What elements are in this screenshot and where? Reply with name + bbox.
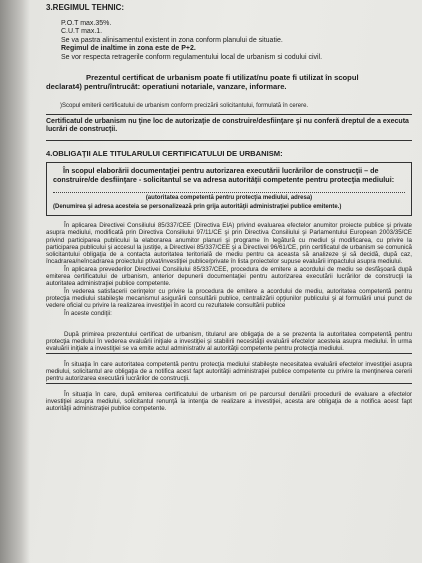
authority-caption-note: (Denumirea şi adresa acesteia se personalizează prin grija autorităţii administraţiei publice emitente.) <box>53 204 342 211</box>
paragraph-conditii: În aceste condiţii: <box>64 309 112 317</box>
authority-dotted-line <box>53 186 405 193</box>
regim-inaltime-line: Regimul de inaltime in zona este de P+2. <box>61 45 196 53</box>
paragraph-consultare: În vederea satisfacerii cerinţelor cu privire la procedura de emitere a acordului de mediu, autoritatea competentă pentru protecţia mediului stabileşte mecanismul asigurării consultării publice, centralizării opţiunilor publicului şi al formulării unui punct de vedere oficial cu privire la realizarea investiţiei în acord cu rezultatele consultării publice <box>46 287 412 310</box>
alinisament-line: Se va pastra alinisamentul existent in zona conform planului de situatie. <box>61 36 283 44</box>
paragraph-obligatie: După primirea prezentului certificat de urbanism, titularul are obligaţia de a se prezenta la autoritatea competentă pentru protecţia mediului în vederea evaluării iniţiale a investiţiei şi stabilirii necesităţii evaluării efectelor acesteia asupra mediului. În urma evaluării iniţiale a investiţiei se va emite actul administrativ al autorităţii competente pentru protecţia mediului. <box>46 330 412 353</box>
notice-text: Certificatul de urbanism nu ţine loc de autorizaţie de construire/desfiinţare şi nu conferă dreptul de a executa lucrări de construcţii. <box>46 117 409 134</box>
paragraph-renuntare: În situaţia în care, după emiterea certificatului de urbanism ori pe parcursul derulării procedurii de evaluare a efectelor investiţiei asupra mediului, solicitantul renunţă la intenţia de realizare a investiţiei, acesta are obligaţia de a notifica acest fapt autorităţii administraţiei publice competente. <box>46 383 412 413</box>
prezentul-scope-label: declarat4) pentru/întrucât <box>46 81 138 91</box>
box-text: În scopul elaborării documentaţiei pentru autorizarea executării lucrărilor de construcţii – de construire/de desfiinţare - solicitantul se va adresa autorităţii competente pentru protecţia mediului: <box>53 165 395 184</box>
paragraph-evaluare: În situaţia în care autoritatea competentă pentru protecţia mediului stabileşte necesitatea evaluării efectelor investiţiei asupra mediului, solicitantul are obligaţia de a notifica acest fapt autorităţii administraţiei publice competente cu privire la menţinerea cererii pentru autorizarea executării lucrărilor de construcţii. <box>46 353 412 383</box>
page-edge-shadow <box>0 0 30 563</box>
divider <box>46 140 412 141</box>
environment-authority-box <box>46 162 412 216</box>
section-regim-tehnic <box>46 4 412 63</box>
prezentul-paragraph <box>46 73 412 91</box>
obligations-body <box>46 222 412 413</box>
section-title: 3.REGIMUL TEHNIC: <box>46 3 125 12</box>
pot-line: P.O.T max.35%. <box>61 19 112 27</box>
authority-caption: (autoritatea competentă pentru protecţia mediului, adresa) <box>145 195 313 202</box>
prezentul-line-1: Prezentul certificat de urbanism poate fi utilizat/nu poate fi utilizat în scopul <box>86 72 359 82</box>
prezentul-line-2 <box>46 82 412 91</box>
footnote: )Scopul emiterii certificatului de urbanism conform precizării solicitantului, formulată în cerere. <box>60 102 309 109</box>
paragraph-eia: În aplicarea Directivei Consiliului 85/337/CEE (Directiva EIA) privind evaluarea efectelor anumitor proiecte publice şi private asupra mediului, modificată prin Directiva Consiliului 97/11/CE şi prin Directiva Consiliului şi Parlamentului European 2003/35/CE privind participarea publicului la elaborarea anumitor planuri şi programe în legătură cu mediul şi modificarea, cu privire la participarea publicului şi accesul la justiţie, a Directivei 85/337/CEE şi a Directivei 96/61/CE, prin certificatul de urbanism se comunică solicitantului obligaţia de a contacta autoritatea teritorială de mediu pentru ca aceasta să analizeze şi să decidă, după caz, încadrarea/neîncadrarea proiectului ptivat/investiţiei publice/private în lista proiectelor supuse evaluării impactului asupra mediului. <box>46 221 412 266</box>
cut-line: C.U.T max.1. <box>61 28 103 36</box>
prezentul-scope-value: : operatiuni notariale, vanzare, informare. <box>137 81 287 91</box>
section-title: 4.OBLIGAŢII ALE TITULARULUI CERTIFICATULUI DE URBANISM: <box>46 148 283 158</box>
divider <box>46 114 412 115</box>
retrageri-line: Se vor respecta retragerile conform regulamentului local de urbanism si codului civil. <box>61 53 323 61</box>
paragraph-procedura: În aplicarea prevederilor Directivei Consiliului 85/337/CEE, procedura de emitere a acordului de mediu se desfăşoară după emiterea certificatului de urbanism, anterior depunerii documentaţiei pentru autorizarea executării lucrărilor de construcţii la autoritatea administraţiei publice competente. <box>46 265 412 288</box>
